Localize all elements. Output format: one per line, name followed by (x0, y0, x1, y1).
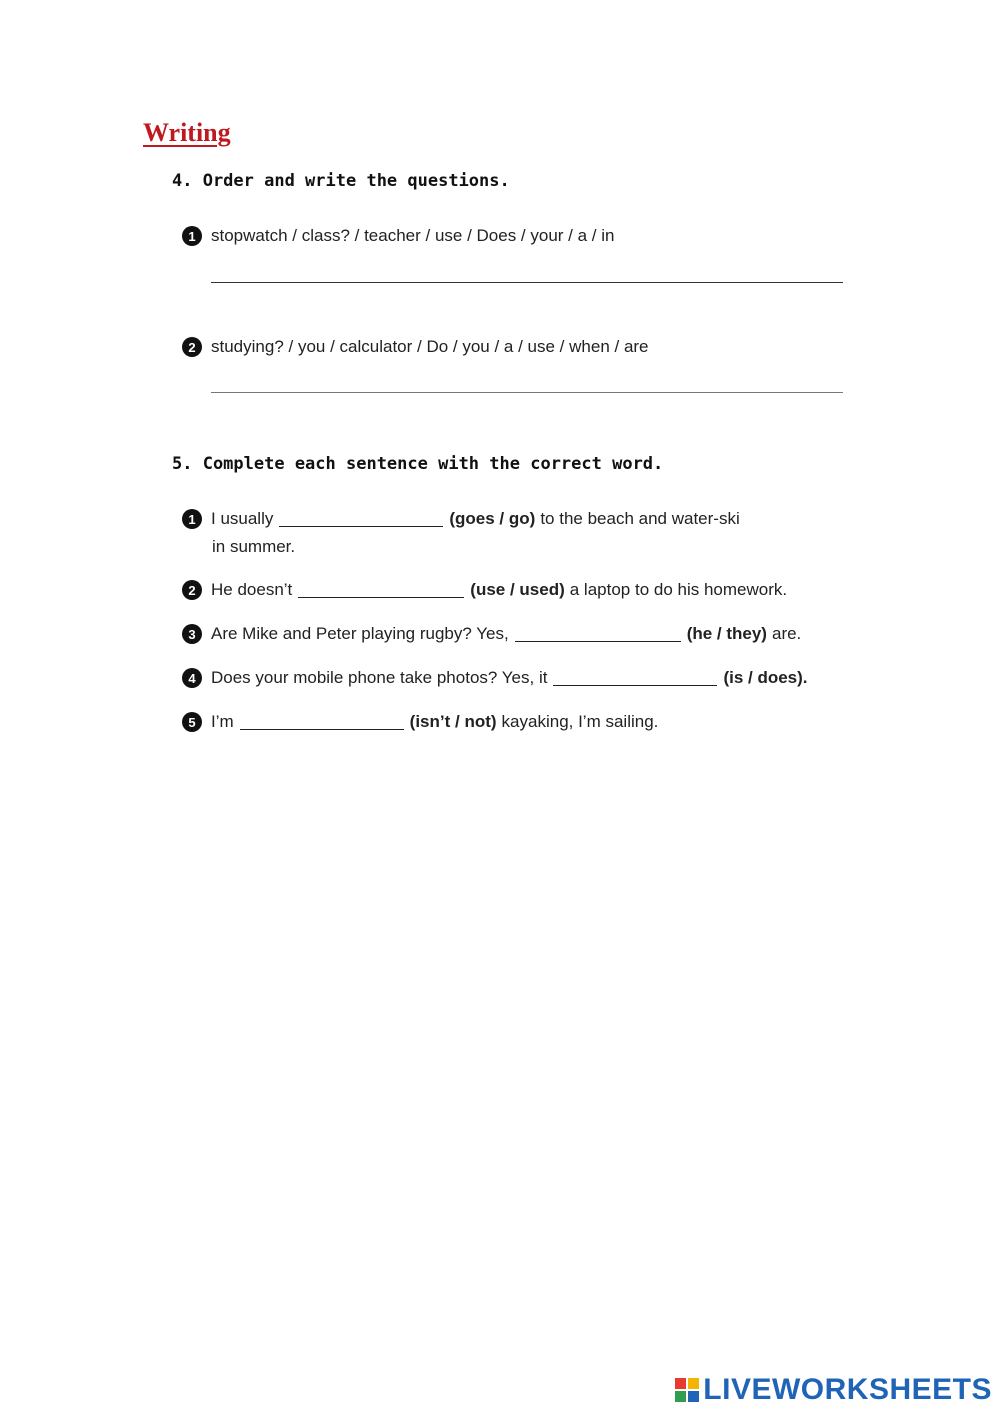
complete-sentence-1 (182, 509, 740, 529)
word-options: (is / does). (723, 668, 808, 687)
logo-square (675, 1391, 686, 1402)
sentence-text-before: Does your mobile phone take photos? Yes, it (211, 668, 548, 687)
word-options: (use / used) (470, 580, 565, 599)
logo-icon (675, 1378, 699, 1402)
sentence-text-after: kayaking, I’m sailing. (501, 712, 659, 731)
logo-text: LIVEWORKSHEETS (703, 1373, 992, 1406)
sentence-text-before: I usually (211, 509, 274, 528)
section-4-heading: 4. Order and write the questions. (172, 171, 510, 191)
word-options: (goes / go) (449, 509, 536, 528)
sentence-text-before: Are Mike and Peter playing rugby? Yes, (211, 624, 509, 643)
complete-sentence-4 (182, 668, 808, 688)
number-badge: 5 (182, 712, 202, 732)
logo-square (675, 1378, 686, 1389)
word-options: (he / they) (686, 624, 767, 643)
logo-square (688, 1378, 699, 1389)
answer-line-2[interactable] (211, 392, 843, 393)
answer-blank[interactable] (515, 627, 681, 642)
number-badge: 1 (182, 226, 202, 246)
sentence-text-before: He doesn’t (211, 580, 293, 599)
page-title: Writing (143, 118, 231, 147)
liveworksheets-logo (675, 1373, 992, 1407)
sentence-text-after: a laptop to do his homework. (569, 580, 788, 599)
sentence-text-before: I’m (211, 712, 234, 731)
scrambled-words: studying? / you / calculator / Do / you / a / use / when / are (211, 337, 649, 356)
answer-blank[interactable] (553, 671, 717, 686)
sentence-continuation: in summer. (212, 537, 296, 556)
answer-blank[interactable] (240, 715, 404, 730)
answer-blank[interactable] (298, 583, 464, 598)
order-question-1 (182, 226, 614, 246)
complete-sentence-2 (182, 580, 787, 600)
section-5-heading: 5. Complete each sentence with the correct word. (172, 454, 664, 474)
order-question-2 (182, 337, 649, 357)
number-badge: 3 (182, 624, 202, 644)
sentence-text-after: to the beach and water-ski (540, 509, 740, 528)
number-badge: 2 (182, 337, 202, 357)
sentence-text-after: are. (771, 624, 802, 643)
number-badge: 2 (182, 580, 202, 600)
answer-blank[interactable] (279, 512, 443, 527)
number-badge: 4 (182, 668, 202, 688)
word-options: (isn’t / not) (409, 712, 497, 731)
answer-line-1[interactable] (211, 282, 843, 283)
complete-sentence-3 (182, 624, 801, 644)
number-badge: 1 (182, 509, 202, 529)
scrambled-words: stopwatch / class? / teacher / use / Does / your / a / in (211, 226, 615, 245)
complete-sentence-5 (182, 712, 658, 732)
logo-square (688, 1391, 699, 1402)
